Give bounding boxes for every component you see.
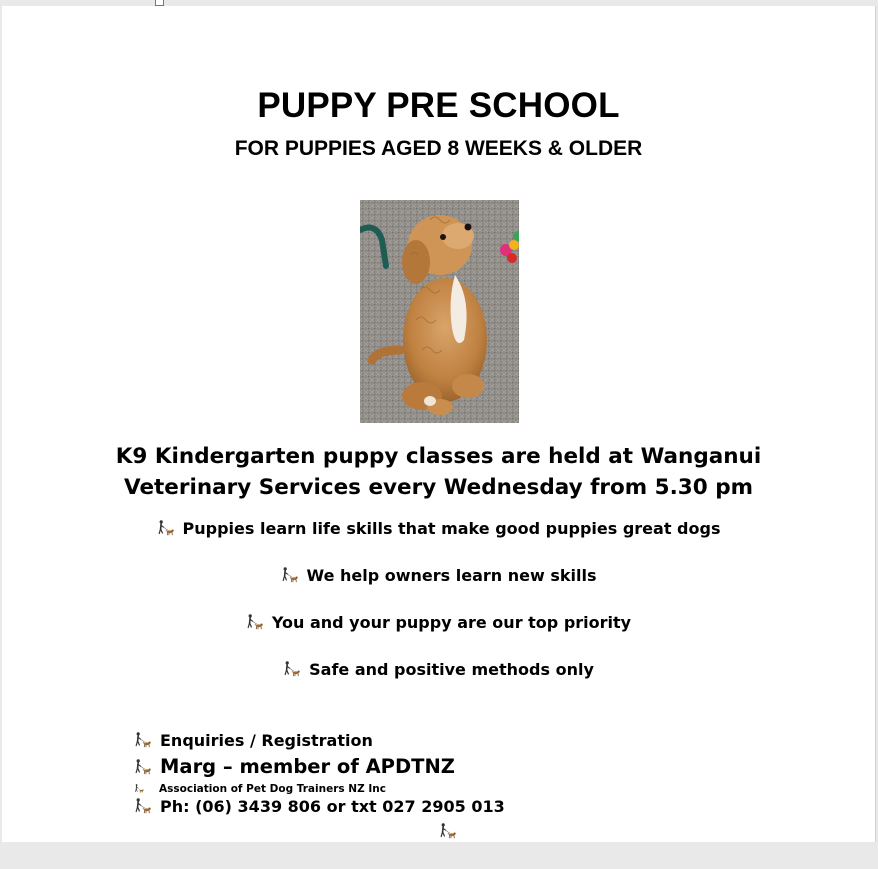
bullet-item (2, 566, 875, 586)
dog-walker-icon (439, 823, 456, 839)
bullet-text: We help owners learn new skills (306, 566, 597, 585)
intro-line-2: Veterinary Services every Wednesday from 5.30 pm (123, 475, 754, 500)
contact-trainer-text: Marg – member of APDTNZ (160, 755, 455, 778)
document-page (2, 6, 876, 842)
bullet-text: Safe and positive methods only (309, 660, 594, 679)
contact-association-text: Association of Pet Dog Trainers NZ Inc (159, 783, 386, 795)
contact-association (134, 782, 386, 796)
dog-walker-icon (246, 614, 263, 630)
dog-walker-icon (134, 759, 151, 775)
dog-walker-icon (281, 567, 298, 583)
contact-enquiries-text: Enquiries / Registration (160, 731, 373, 750)
dog-walker-icon (134, 798, 151, 814)
bullet-text: Puppies learn life skills that make good puppies great dogs (182, 519, 721, 538)
contact-phone (134, 797, 505, 817)
dog-walker-icon (134, 732, 151, 748)
page-title: PUPPY PRE SCHOOL (257, 86, 620, 125)
contact-enquiries (134, 731, 373, 751)
bullet-item (2, 613, 875, 633)
bullet-item (2, 660, 875, 680)
dog-walker-icon (157, 520, 174, 536)
bullet-item (2, 519, 875, 539)
contact-phone-text: Ph: (06) 3439 806 or txt 027 2905 013 (160, 797, 505, 816)
puppy-photo (360, 200, 519, 423)
bullet-text: You and your puppy are our top priority (271, 613, 632, 632)
intro-text (2, 441, 875, 503)
intro-line-1: K9 Kindergarten puppy classes are held at Wanganui (115, 444, 762, 469)
contact-trainer (134, 755, 455, 779)
page-subtitle: FOR PUPPIES AGED 8 WEEKS & OLDER (234, 137, 643, 160)
dog-walker-icon (134, 784, 144, 793)
dog-walker-icon (283, 661, 300, 677)
